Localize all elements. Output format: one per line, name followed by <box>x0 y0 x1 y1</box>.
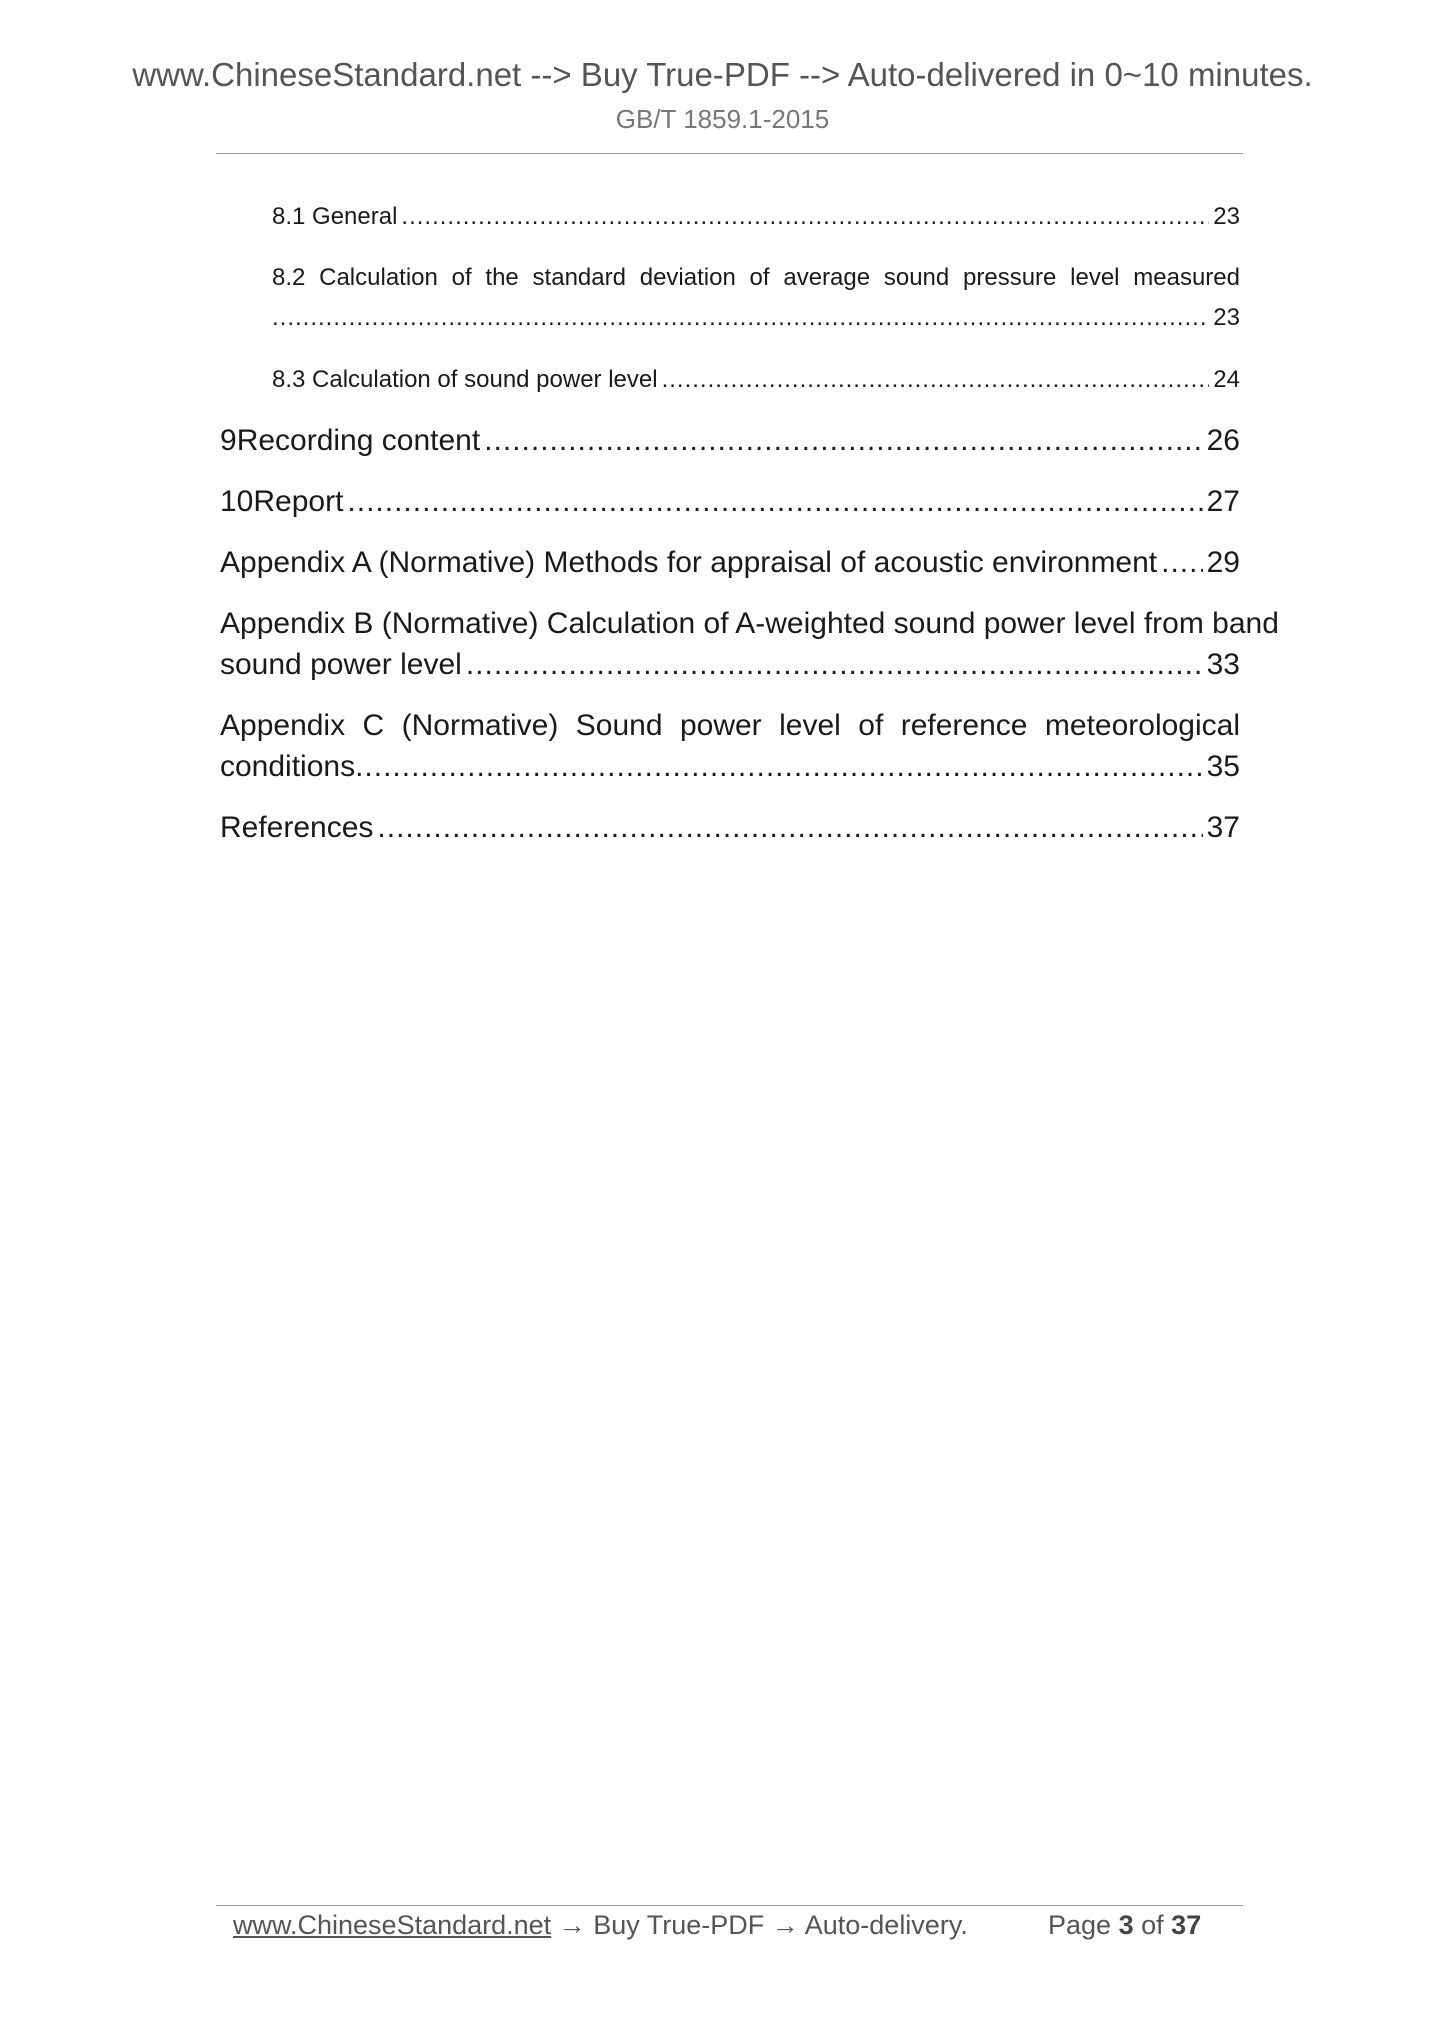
toc-entry-title: 8.3 Calculation of sound power level <box>272 366 658 393</box>
toc-entry-number: 9 <box>220 424 237 457</box>
toc-entry-8-3[interactable] <box>272 366 1240 394</box>
page-label: Page <box>1048 1910 1112 1940</box>
toc-entry-title: Appendix A (Normative) Methods for appraisal of acoustic environment <box>220 546 1158 579</box>
toc-entry-title: 8.1 General <box>272 203 398 230</box>
standard-number: GB/T 1859.1-2015 <box>615 104 830 134</box>
toc-entry-appendix-b[interactable] <box>220 648 1240 682</box>
toc-entry-page: 23 <box>1213 203 1240 230</box>
toc-entry-title: conditions <box>220 750 356 783</box>
toc-entry-9[interactable] <box>220 424 1240 458</box>
toc-entry-page: 24 <box>1213 366 1240 393</box>
toc-entry-page: 26 <box>1206 424 1240 457</box>
toc-entry-appendix-c[interactable] <box>220 750 1240 784</box>
toc-entry-appendix-a[interactable] <box>220 546 1240 580</box>
toc-entry-10[interactable] <box>220 485 1240 519</box>
toc-entry-page: 33 <box>1206 648 1240 681</box>
page-footer <box>233 1910 1233 1941</box>
page-current: 3 <box>1118 1910 1134 1940</box>
toc-entry-appendix-c-title[interactable]: Appendix C (Normative) Sound power level of reference meteorological <box>220 709 1240 742</box>
page-indicator <box>1048 1910 1201 1941</box>
toc-entry-8-2[interactable] <box>272 304 1240 332</box>
toc-entry-references[interactable] <box>220 811 1240 845</box>
toc-leader-dots <box>401 203 1209 231</box>
toc-entry-8-2-title[interactable]: 8.2 Calculation of the standard deviation of average sound pressure level measured <box>272 264 1240 291</box>
footer-text: → Buy True-PDF → Auto-delivery. <box>551 1910 968 1940</box>
page-of: of <box>1141 1910 1164 1940</box>
footer-website-link[interactable]: www.ChineseStandard.net <box>233 1910 552 1940</box>
toc-leader-dots <box>355 750 1203 784</box>
toc-entry-page: 37 <box>1206 811 1240 844</box>
toc-entry-page: 29 <box>1206 546 1240 579</box>
toc-entry-page: 23 <box>1213 304 1240 331</box>
toc-entry-title: Report <box>253 485 344 518</box>
toc-entry-page: 35 <box>1206 750 1240 783</box>
toc-leader-dots <box>272 304 1209 332</box>
footer-divider <box>216 1905 1243 1906</box>
toc-entry-title: Recording content <box>236 424 481 457</box>
header-banner: www.ChineseStandard.net --> Buy True-PDF --> Auto-delivered in 0~10 minutes. <box>132 56 1313 93</box>
toc-entry-title: sound power level <box>220 648 462 681</box>
toc-entry-number: 10 <box>220 485 254 518</box>
toc-entry-appendix-b-title[interactable]: Appendix B (Normative) Calculation of A-weighted sound power level from band <box>220 607 1279 640</box>
toc-leader-dots <box>1161 546 1202 580</box>
toc-entry-title: References <box>220 811 374 844</box>
toc-leader-dots <box>466 648 1203 682</box>
toc-leader-dots <box>377 811 1202 845</box>
toc-leader-dots <box>662 366 1210 394</box>
header-divider <box>216 153 1243 154</box>
toc-leader-dots <box>484 424 1202 458</box>
page-total: 37 <box>1171 1910 1202 1940</box>
toc-leader-dots <box>347 485 1202 519</box>
toc-entry-page: 27 <box>1206 485 1240 518</box>
toc-entry-8-1[interactable] <box>272 203 1240 231</box>
